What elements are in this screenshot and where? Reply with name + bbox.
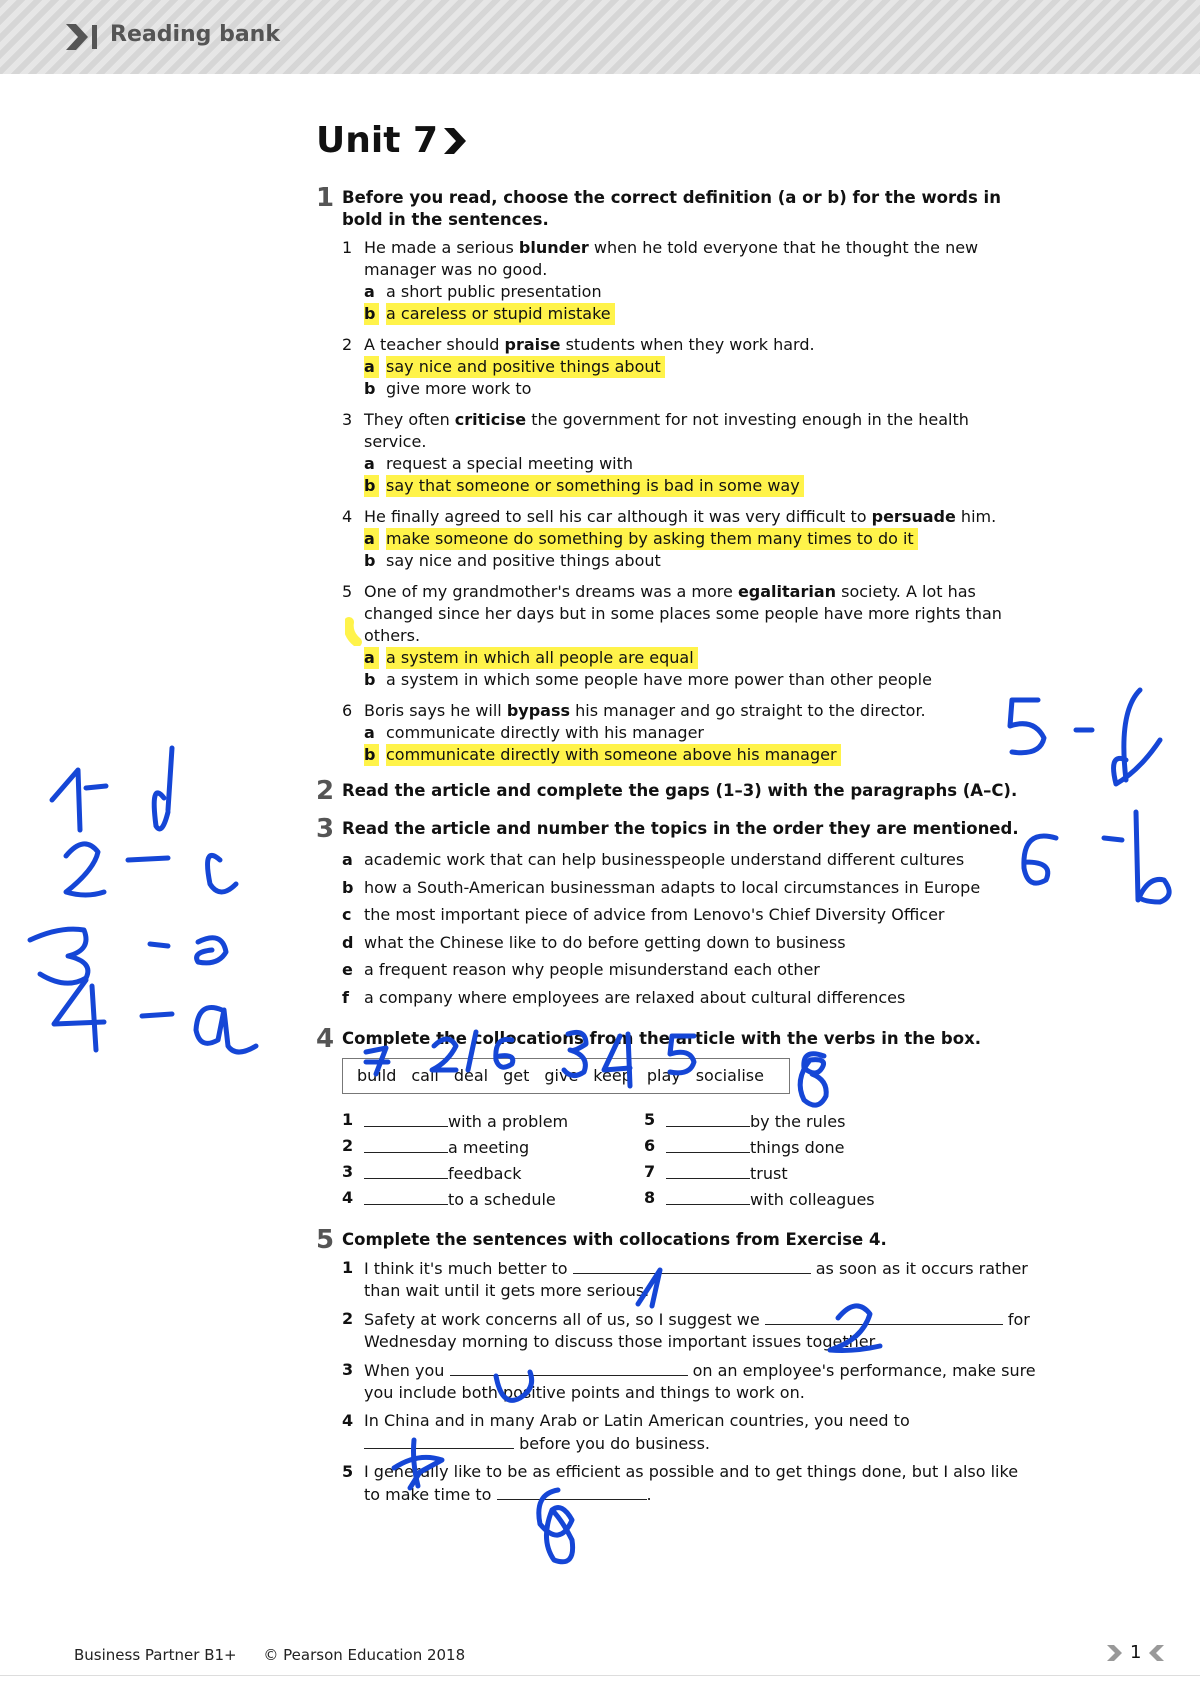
option-text: communicate directly with someone above his manager bbox=[386, 744, 841, 766]
answer-blank[interactable] bbox=[497, 1483, 647, 1500]
sentence-item bbox=[342, 1308, 1036, 1353]
question-item bbox=[342, 334, 1036, 400]
exercise-2 bbox=[316, 776, 1036, 806]
exercise-instruction: Complete the collocations from the article with the verbs in the box. bbox=[342, 1028, 981, 1048]
footer-book: Business Partner B1+ bbox=[74, 1646, 237, 1664]
topic-letter: c bbox=[342, 905, 352, 925]
header-title: Reading bank bbox=[110, 22, 280, 47]
collocation-item bbox=[342, 1162, 644, 1183]
option-b[interactable] bbox=[364, 303, 1036, 325]
topic-letter: a bbox=[342, 850, 353, 869]
collocation-text: to a schedule bbox=[448, 1189, 556, 1209]
topic-text: a company where employees are relaxed about cultural differences bbox=[364, 987, 906, 1007]
sentence-item bbox=[342, 1410, 1036, 1455]
exercise-4 bbox=[316, 1023, 1036, 1209]
question-sentence bbox=[364, 700, 1036, 722]
answer-blank[interactable] bbox=[666, 1136, 750, 1153]
answer-blank[interactable] bbox=[364, 1432, 514, 1449]
collocation-item bbox=[644, 1136, 904, 1157]
left-margin-answers bbox=[30, 748, 256, 1052]
question-sentence bbox=[364, 581, 1036, 647]
option-b[interactable] bbox=[364, 669, 1036, 691]
answer-blank[interactable] bbox=[364, 1110, 448, 1127]
question-item bbox=[342, 409, 1036, 497]
sentence-text: A teacher should bbox=[364, 335, 505, 354]
exercise-number: 1 bbox=[316, 183, 335, 213]
chevron-bar-logo-icon bbox=[66, 24, 100, 50]
topic-item bbox=[342, 956, 1036, 984]
option-a[interactable] bbox=[364, 453, 1036, 475]
collocation-text: things done bbox=[750, 1137, 845, 1157]
topic-letter: b bbox=[342, 877, 354, 897]
header-band bbox=[0, 0, 1200, 74]
sentence-text: They often bbox=[364, 410, 455, 429]
collocation-number: 2 bbox=[342, 1135, 354, 1155]
option-a[interactable] bbox=[364, 647, 1036, 669]
footer bbox=[74, 1646, 465, 1664]
collocation-number: 5 bbox=[644, 1109, 656, 1129]
word-box-word: give bbox=[544, 1066, 579, 1086]
sentence-body bbox=[364, 1359, 1036, 1404]
topic-text: what the Chinese like to do before getting down to business bbox=[364, 932, 846, 952]
option-letter: a bbox=[364, 647, 379, 669]
option-a[interactable] bbox=[364, 356, 1036, 378]
question-number: 5 bbox=[342, 582, 353, 601]
collocation-text: by the rules bbox=[750, 1111, 846, 1131]
topic-text: a frequent reason why people misunderstand each other bbox=[364, 960, 820, 980]
question-item bbox=[342, 506, 1036, 572]
sentence-text: society. A lot has changed since her days but in some places some people have more rights than others. bbox=[364, 582, 1002, 645]
option-b[interactable] bbox=[364, 744, 1036, 766]
sentence-text: He finally agreed to sell his car although it was very difficult to bbox=[364, 507, 872, 526]
question-sentence bbox=[364, 506, 1036, 528]
word-box-word: build bbox=[357, 1066, 397, 1086]
topic-item bbox=[342, 846, 1036, 874]
option-letter: a bbox=[364, 356, 379, 378]
question-sentence bbox=[364, 237, 1036, 281]
sentence-number: 5 bbox=[342, 1461, 354, 1481]
answer-blank[interactable] bbox=[364, 1136, 448, 1153]
bold-keyword: blunder bbox=[518, 238, 589, 257]
collocation-text: with colleagues bbox=[750, 1189, 875, 1209]
collocation-text: feedback bbox=[448, 1163, 522, 1183]
option-a[interactable] bbox=[364, 722, 1036, 744]
collocation-number: 1 bbox=[342, 1109, 354, 1129]
option-letter: b bbox=[364, 475, 379, 497]
exercise-instruction: Complete the sentences with collocations from Exercise 4. bbox=[342, 1229, 887, 1249]
unit-title-text: Unit 7 bbox=[316, 120, 438, 161]
sentence-text: his manager and go straight to the director. bbox=[570, 701, 926, 720]
sentence-text: on an employee's performance, make sure you include both positive points and things to work on. bbox=[364, 1360, 1036, 1402]
question-number: 6 bbox=[342, 701, 353, 720]
word-box-word: call bbox=[411, 1066, 439, 1086]
answer-blank[interactable] bbox=[364, 1162, 448, 1179]
sentence-text: Boris says he will bbox=[364, 701, 507, 720]
collocation-item bbox=[342, 1136, 644, 1157]
collocation-number: 7 bbox=[644, 1161, 656, 1181]
collocation-grid bbox=[342, 1110, 1036, 1209]
bold-keyword: persuade bbox=[871, 507, 956, 526]
question-item bbox=[342, 237, 1036, 325]
answer-blank[interactable] bbox=[666, 1110, 750, 1127]
sentence-body bbox=[364, 1257, 1036, 1302]
question-sentence bbox=[364, 409, 1036, 453]
option-a[interactable] bbox=[364, 281, 1036, 303]
sentence-item bbox=[342, 1359, 1036, 1404]
sentence-item bbox=[342, 1257, 1036, 1302]
sentence-text: for Wednesday morning to discuss those important issues together. bbox=[364, 1309, 1030, 1351]
exercise-number: 4 bbox=[316, 1023, 335, 1054]
option-text: give more work to bbox=[386, 379, 532, 398]
sentence-text: when he told everyone that he thought the new manager was no good. bbox=[364, 238, 979, 279]
answer-blank[interactable] bbox=[666, 1162, 750, 1179]
topic-item bbox=[342, 929, 1036, 957]
option-text: a system in which some people have more power than other people bbox=[386, 670, 932, 689]
exercise-number: 2 bbox=[316, 776, 335, 806]
collocation-number: 8 bbox=[644, 1187, 656, 1207]
question-number: 1 bbox=[342, 238, 353, 257]
exercise-instruction: Read the article and complete the gaps (1–3) with the paragraphs (A–C). bbox=[342, 781, 1018, 800]
footer-copyright: © Pearson Education 2018 bbox=[263, 1646, 466, 1664]
option-letter: a bbox=[364, 282, 375, 301]
collocation-text: with a problem bbox=[448, 1111, 569, 1131]
sentence-text: Safety at work concerns all of us, so I suggest we bbox=[364, 1309, 765, 1329]
topic-item bbox=[342, 984, 1036, 1012]
answer-blank[interactable] bbox=[666, 1188, 750, 1205]
collocation-item bbox=[644, 1162, 904, 1183]
option-text: say that someone or something is bad in some way bbox=[386, 475, 804, 497]
sentence-text: In China and in many Arab or Latin American countries, you need to bbox=[364, 1410, 910, 1430]
collocation-number: 3 bbox=[342, 1161, 354, 1181]
sentence-body bbox=[364, 1410, 1036, 1455]
option-b[interactable] bbox=[364, 475, 1036, 497]
option-text: make someone do something by asking them many times to do it bbox=[386, 528, 918, 550]
question-item bbox=[342, 581, 1036, 691]
exercise-1 bbox=[316, 183, 1036, 766]
topic-letter: d bbox=[342, 932, 354, 952]
collocation-text: a meeting bbox=[448, 1137, 530, 1157]
sentence-text: I generally like to be as efficient as possible and to get things done, but I also like to make time to bbox=[364, 1461, 1019, 1504]
topic-item bbox=[342, 901, 1036, 929]
option-letter: b bbox=[364, 379, 376, 398]
topic-letter: f bbox=[342, 987, 349, 1007]
question-number: 3 bbox=[342, 410, 353, 429]
option-letter: b bbox=[364, 670, 376, 689]
bold-keyword: egalitarian bbox=[737, 582, 837, 601]
topic-item bbox=[342, 874, 1036, 902]
topic-text: the most important piece of advice from Lenovo's Chief Diversity Officer bbox=[364, 905, 945, 925]
word-box bbox=[342, 1058, 790, 1094]
exercise-number: 3 bbox=[316, 814, 335, 844]
option-b[interactable] bbox=[364, 378, 1036, 400]
question-number: 2 bbox=[342, 335, 353, 354]
exercise-instruction: Read the article and number the topics in the order they are mentioned. bbox=[342, 819, 1019, 838]
sentence-text: He made a serious bbox=[364, 238, 519, 257]
chevron-right-icon bbox=[442, 126, 468, 156]
word-box-word: play bbox=[646, 1066, 681, 1086]
sentence-number: 3 bbox=[342, 1359, 354, 1379]
exercise-3-topics bbox=[342, 846, 1036, 1012]
question-sentence bbox=[364, 334, 1036, 356]
sentence-item bbox=[342, 1461, 1036, 1506]
word-box-word: get bbox=[503, 1066, 530, 1086]
collocation-item bbox=[342, 1188, 644, 1209]
chevron-left-icon bbox=[1147, 1644, 1165, 1662]
option-letter: a bbox=[364, 723, 375, 742]
sentence-number: 4 bbox=[342, 1410, 354, 1430]
option-letter: a bbox=[364, 454, 375, 473]
option-text: a careless or stupid mistake bbox=[386, 303, 615, 325]
bold-keyword: bypass bbox=[506, 701, 571, 720]
answer-blank[interactable] bbox=[364, 1188, 448, 1205]
option-a[interactable] bbox=[364, 528, 1036, 550]
worksheet-content bbox=[316, 120, 1036, 1520]
answer-blank[interactable] bbox=[765, 1308, 1003, 1325]
unit-title bbox=[316, 120, 1036, 161]
exercise-instruction: Before you read, choose the correct definition (a or b) for the words in bold in the sentences. bbox=[342, 188, 1001, 229]
answer-blank[interactable] bbox=[573, 1257, 811, 1274]
sentence-body bbox=[364, 1308, 1036, 1353]
topic-text: how a South-American businessman adapts to local circumstances in Europe bbox=[364, 877, 981, 897]
collocation-item bbox=[644, 1110, 904, 1131]
option-letter: b bbox=[364, 551, 376, 570]
exercise-3 bbox=[316, 814, 1036, 1012]
sentence-text: the government for not investing enough in the health service. bbox=[364, 410, 969, 451]
sentence-text: before you do business. bbox=[514, 1433, 710, 1453]
chevron-right-icon bbox=[1106, 1644, 1124, 1662]
option-text: a system in which all people are equal bbox=[386, 647, 698, 669]
option-text: communicate directly with his manager bbox=[386, 723, 704, 742]
option-text: a short public presentation bbox=[386, 282, 602, 301]
exercise-1-items bbox=[342, 237, 1036, 766]
option-letter: a bbox=[364, 528, 379, 550]
sentence-text: One of my grandmother's dreams was a more bbox=[364, 582, 738, 601]
sentence-text: . bbox=[646, 1484, 652, 1504]
option-text: say nice and positive things about bbox=[386, 356, 665, 378]
collocation-item bbox=[342, 1110, 644, 1131]
exercise-5-items bbox=[342, 1257, 1036, 1506]
exercise-5 bbox=[316, 1224, 1036, 1506]
sentence-body bbox=[364, 1461, 1036, 1506]
collocation-number: 6 bbox=[644, 1135, 656, 1155]
word-box-word: deal bbox=[453, 1066, 489, 1086]
sentence-text: When you bbox=[364, 1360, 450, 1380]
sentence-number: 1 bbox=[342, 1257, 354, 1277]
question-number: 4 bbox=[342, 507, 353, 526]
option-b[interactable] bbox=[364, 550, 1036, 572]
option-letter: b bbox=[364, 744, 379, 766]
footer-rule bbox=[0, 1675, 1200, 1676]
page-number bbox=[1100, 1642, 1171, 1663]
page-number-text: 1 bbox=[1130, 1642, 1142, 1663]
word-box-word: keep bbox=[593, 1066, 632, 1086]
sentence-text: him. bbox=[955, 507, 997, 526]
bold-keyword: praise bbox=[504, 335, 561, 354]
option-text: say nice and positive things about bbox=[386, 551, 661, 570]
exercise-number: 5 bbox=[316, 1224, 335, 1255]
bold-keyword: criticise bbox=[454, 410, 527, 429]
collocation-number: 4 bbox=[342, 1187, 354, 1207]
word-box-word: socialise bbox=[695, 1066, 764, 1086]
sentence-text: students when they work hard. bbox=[560, 335, 815, 354]
sentence-text: I think it's much better to bbox=[364, 1258, 573, 1278]
sentence-text: as soon as it occurs rather than wait until it gets more serious. bbox=[364, 1258, 1028, 1300]
option-text: request a special meeting with bbox=[386, 454, 634, 473]
topic-letter: e bbox=[342, 960, 353, 980]
option-letter: b bbox=[364, 303, 379, 325]
answer-blank[interactable] bbox=[450, 1359, 688, 1376]
question-item bbox=[342, 700, 1036, 766]
collocation-text: trust bbox=[750, 1163, 788, 1183]
collocation-item bbox=[644, 1188, 904, 1209]
topic-text: academic work that can help businesspeople understand different cultures bbox=[364, 850, 965, 869]
sentence-number: 2 bbox=[342, 1308, 354, 1328]
